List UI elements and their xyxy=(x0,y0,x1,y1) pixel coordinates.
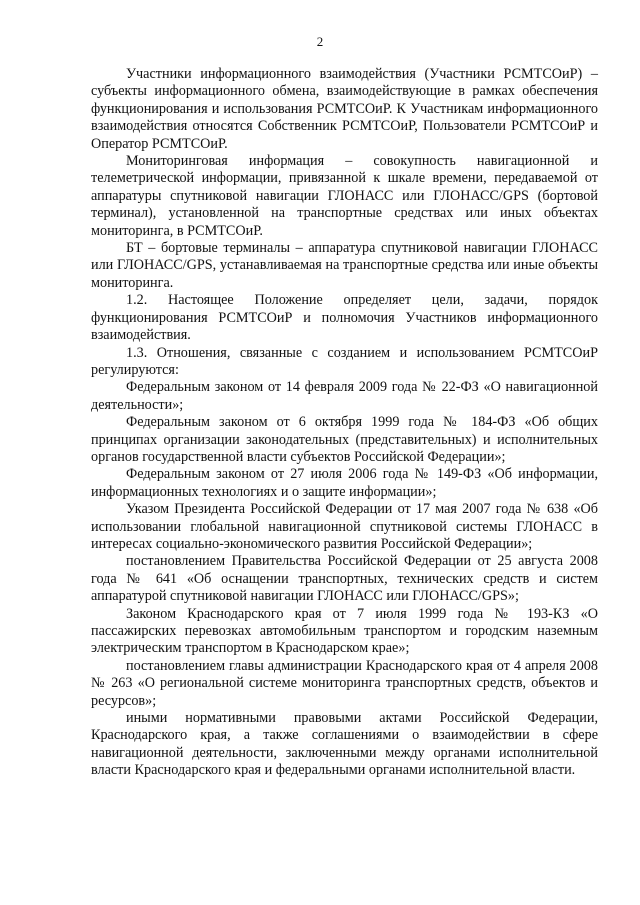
paragraph-law-22-fz: Федеральным законом от 14 февраля 2009 года № 22-ФЗ «О навигационной деятельности»; xyxy=(91,379,598,413)
paragraph-section-1-2: 1.2. Настоящее Положение определяет цели, задачи, порядок функционирования РСМТСОиР и полномочия Участников информационного взаимодействия. xyxy=(91,292,598,344)
paragraph-onboard-terminals-definition: БТ – бортовые терминалы – аппаратура спутниковой навигации ГЛОНАСС или ГЛОНАСС/GPS, устанавливаемая на транспортные средства или иные объекты мониторинга. xyxy=(91,240,598,291)
paragraph-participants-definition: Участники информационного взаимодействия (Участники РСМТСОиР) – субъекты информационного обмена, взаимодействующие в рамках обеспечения функционирования и использования РСМТСОиР. К Участникам информационного взаимодействия относятся Собственник РСМТСОиР, Пользователи РСМТСОиР и Оператор РСМТСОиР. xyxy=(91,66,598,152)
paragraph-law-184-fz: Федеральным законом от 6 октября 1999 года № 184-ФЗ «Об общих принципах организации законодательных (представительных) и исполнительных органов государственной власти субъектов Российской Федерации»; xyxy=(91,414,598,465)
paragraph-other-normative-acts: иными нормативными правовыми актами Российской Федерации, Краснодарского края, а также соглашениями о взаимодействии в сфере навигационной деятельности, заключенными между органами исполнительной власти Краснодарского края и федеральными органами исполнительной власти. xyxy=(91,710,598,779)
paragraph-monitoring-information-definition: Мониторинговая информация – совокупность навигационной и телеметрической информации, привязанной к шкале времени, передаваемой от аппаратуры спутниковой навигации ГЛОНАСС или ГЛОНАСС/GPS (бортовой терминал), установленной на транспортные средствах или иных объектах мониторинга, в РСМТСОиР. xyxy=(91,153,598,239)
paragraph-krasnodar-law-193-kz: Законом Краснодарского края от 7 июля 1999 года № 193-КЗ «О пассажирских перевозках автомобильным транспортом и городским наземным электрическим транспортом в Краснодарском крае»; xyxy=(91,605,598,657)
paragraph-section-1-3: 1.3. Отношения, связанные с созданием и использованием РСМТСОиР регулируются: xyxy=(91,344,598,378)
paragraph-krasnodar-resolution-263: постановлением главы администрации Краснодарского края от 4 апреля 2008 № 263 «О региональной системе мониторинга транспортных средств, объектов и ресурсов»; xyxy=(91,657,598,709)
paragraph-law-149-fz: Федеральным законом от 27 июля 2006 года № 149-ФЗ «Об информации, информационных технологиях и о защите информации»; xyxy=(91,466,598,500)
page-number: 2 xyxy=(316,34,324,49)
paragraph-presidential-decree-638: Указом Президента Российской Федерации от 17 мая 2007 года № 638 «Об использовании глобальной навигационной спутниковой системы ГЛОНАСС в интересах социально-экономического развития Российской Федерации»; xyxy=(91,501,598,552)
document-body xyxy=(91,66,598,780)
paragraph-government-resolution-641: постановлением Правительства Российской Федерации от 25 августа 2008 года № 641 «Об оснащении транспортных, технических средств и систем аппаратурой спутниковой навигации ГЛОНАСС или ГЛОНАСС/GPS»; xyxy=(91,553,598,605)
